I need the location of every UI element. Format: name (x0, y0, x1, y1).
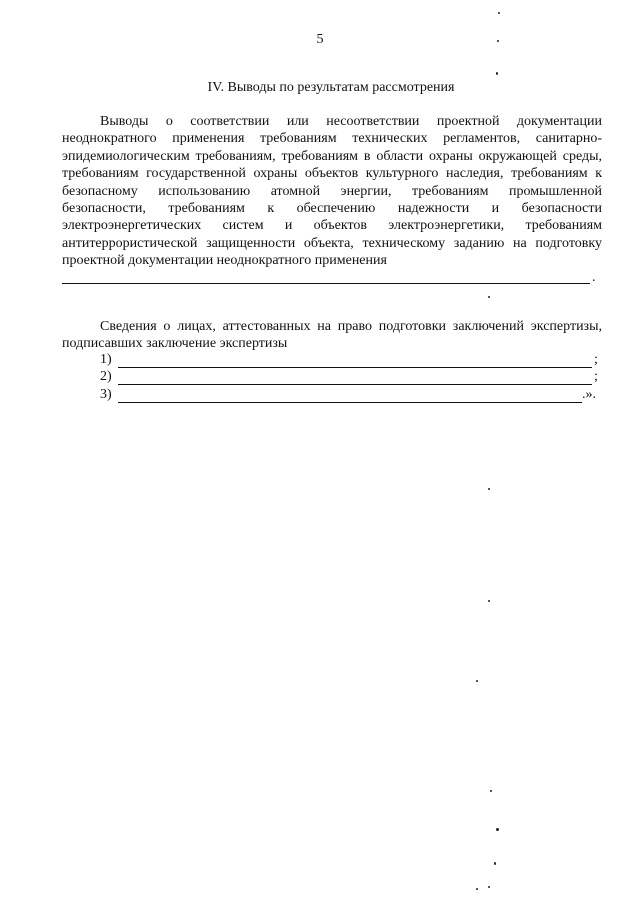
expert-item-end: ; (594, 352, 598, 367)
experts-paragraph (62, 318, 602, 353)
expert-item-fill-line (118, 352, 592, 368)
expert-item-fill-line (118, 369, 592, 385)
conclusions-fill-line (62, 265, 590, 284)
scan-speck (488, 296, 490, 298)
experts-text: Сведения о лицах, аттестованных на право подготовки заключений экспертизы, подписавших заключение экспертизы (62, 319, 602, 352)
scan-speck (476, 680, 478, 682)
expert-item-number: 3) (100, 387, 112, 402)
conclusions-paragraph (62, 113, 602, 270)
conclusions-text: Выводы о соответствии или несоответствии проектной документации неоднократного применения требованиям технических регламентов, санитарно-эпидемиологическим требованиям, требованиям в области охраны окружающей среды, требованиям государственной охраны объектов культурного наследия, требованиям к безопасному использованию атомной энергии, требованиям промышленной безопасности, требованиям к обеспечению надежности и безопасности электроэнергетических систем и объектов электроэнергетики, требованиям антитеррористической защищенности объекта, техническому заданию на подготовку проектной документации неоднократного применения (62, 114, 602, 269)
expert-item-end: .». (582, 387, 596, 402)
scan-speck (490, 790, 492, 792)
scan-speck (496, 72, 498, 75)
scan-speck (476, 888, 478, 890)
conclusions-line-end: . (592, 270, 596, 285)
scan-speck (498, 12, 500, 14)
page-number: 5 (316, 32, 324, 47)
expert-item-end: ; (594, 369, 598, 384)
section-title: IV. Выводы по результатам рассмотрения (207, 80, 455, 95)
expert-item-number: 1) (100, 352, 112, 367)
scan-speck (497, 40, 499, 42)
scan-speck (488, 886, 490, 888)
scan-speck (488, 488, 490, 490)
scan-speck (496, 828, 499, 831)
scan-speck (488, 600, 490, 602)
expert-item-fill-line (118, 387, 582, 403)
scan-speck (494, 862, 496, 865)
expert-item-number: 2) (100, 369, 112, 384)
